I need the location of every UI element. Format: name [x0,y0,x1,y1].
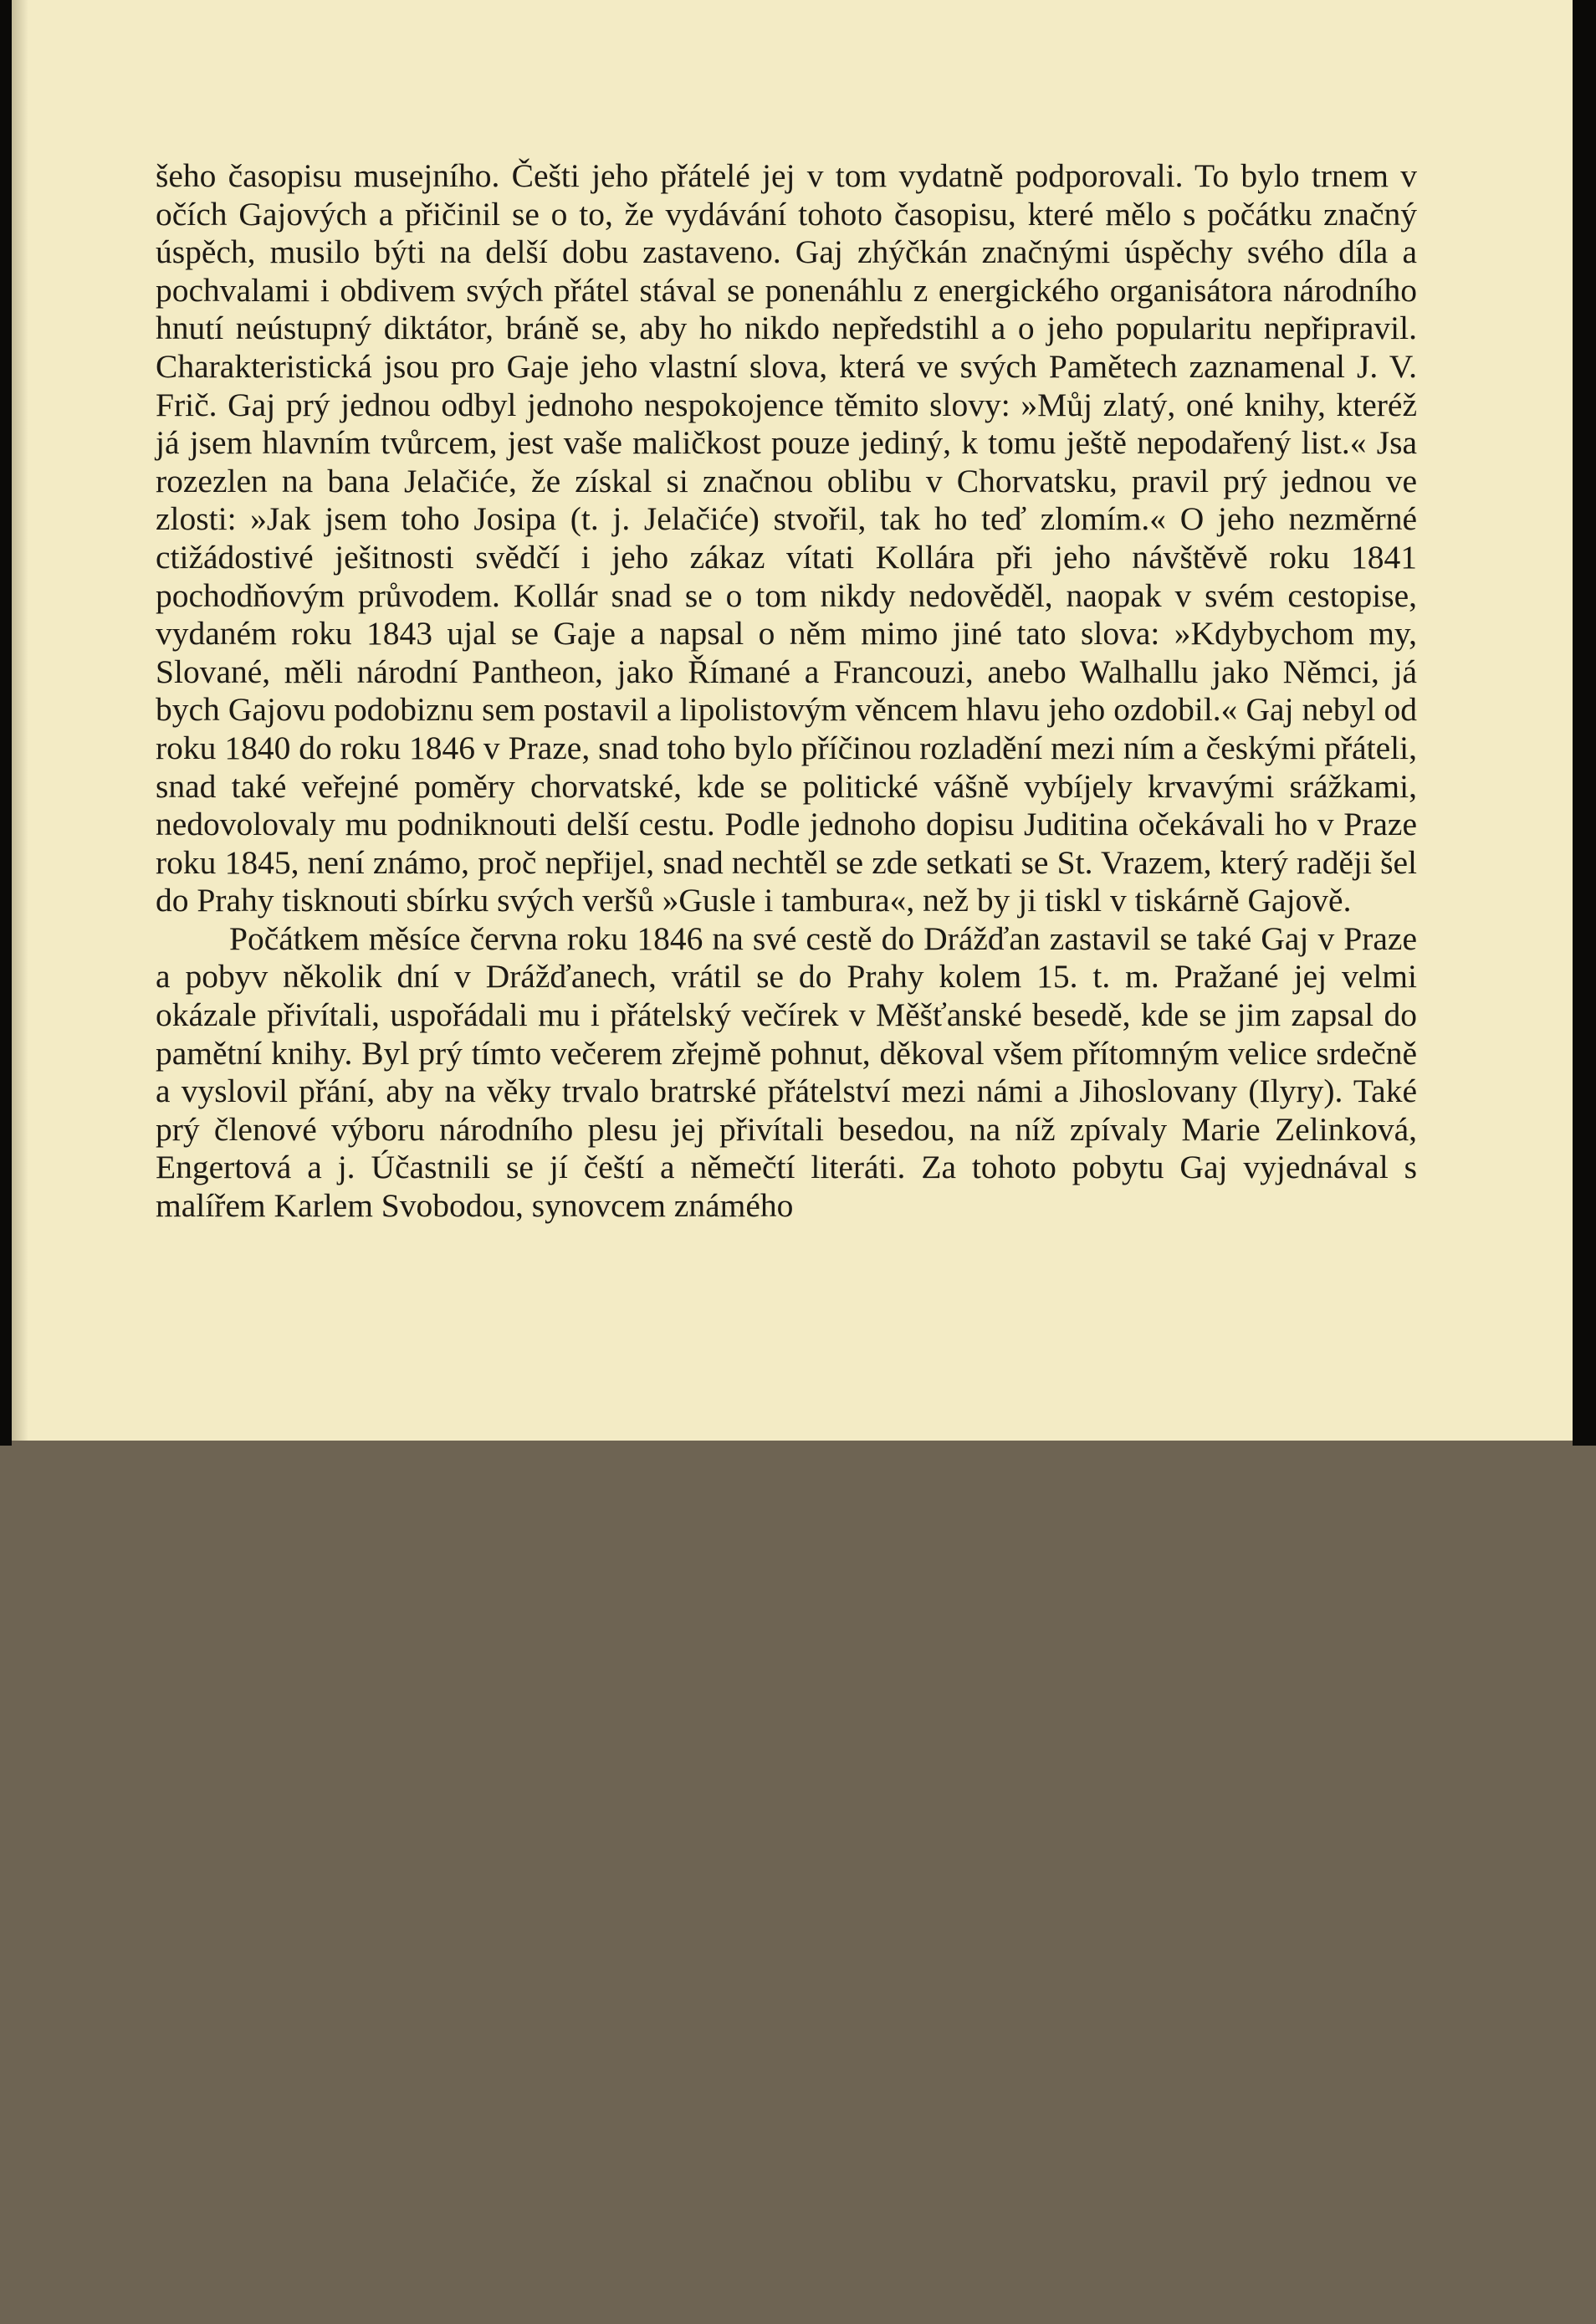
book-page [12,0,1573,1446]
scan-left-edge [0,0,12,1446]
scan-right-edge [1573,0,1596,1446]
page-gutter-shadow [12,0,28,1446]
paragraph-2: Počátkem měsíce června roku 1846 na své cestě do Drážďan zastavil se také Gaj v Praze a pobyv několik dní v Drážďanech, vrátil se do Prahy kolem 15. t. m. Pražané jej velmi okázale přivítali, uspořádali mu i přátelský večírek v Měšťanské besedě, kde se jim zapsal do pamětní knihy. Byl prý tímto večerem zřejmě pohnut, děkoval všem přítomným velice srdečně a vyslovil přání, aby na věky trvalo bratrské přátelství mezi námi a Jihoslovany (Ilyry). Také prý členové výboru národního plesu jej přivítali besedou, na níž zpívaly Marie Zelinková, Engertová a j. Účastnili se jí čeští a němečtí literáti. Za tohoto pobytu Gaj vyjednával s malířem Karlem Svobodou, synovcem známého [156,919,1417,1225]
page-cut-edge [12,1441,1573,1446]
paragraph-1: šeho časopisu musejního. Češti jeho přátelé jej v tom vydatně podporovali. To bylo trnem v očích Gajových a přičinil se o to, že vydávání tohoto časopisu, které mělo s počátku značný úspěch, musilo býti na delší dobu zastaveno. Gaj zhýčkán značnými úspěchy svého díla a pochvalami i obdivem svých přátel stával se ponenáhlu z energického organisátora národního hnutí neústupný diktátor, bráně se, aby ho nikdo nepředstihl a o jeho popularitu nepřipravil. Charakteristická jsou pro Gaje jeho vlastní slova, která ve svých Pamětech zaznamenal J. V. Frič. Gaj prý jednou odbyl jednoho nespokojence těmito slovy: »Můj zlatý, oné knihy, kteréž já jsem hlavním tvůrcem, jest vaše maličkost pouze jediný, k tomu ještě nepodařený list.« Jsa rozezlen na bana Jelačiće, že získal si značnou oblibu v Chorvatsku, pravil prý jednou ve zlosti: »Jak jsem toho Josipa (t. j. Jelačiće) stvořil, tak ho teď zlomím.« O jeho nezměrné ctižádostivé ješitnosti svědčí i jeho zákaz vítati Kollára při jeho návštěvě roku 1841 pochodňovým průvodem. Kollár snad se o tom nikdy nedověděl, naopak v svém cestopise, vydaném roku 1843 ujal se Gaje a napsal o něm mimo jiné tato slova: »Kdybychom my, Slované, měli národní Pantheon, jako Římané a Francouzi, anebo Walhallu jako Němci, já bych Gajovu podobiznu sem postavil a lipolistovým věncem hlavu jeho ozdobil.« Gaj nebyl od roku 1840 do roku 1846 v Praze, snad toho bylo příčinou rozladění mezi ním a českými přáteli, snad také veřejné poměry chorvatské, kde se politické vášně vybíjely krvavými srážkami, nedovolovaly mu podniknouti delší cestu. Podle jednoho dopisu Juditina očekávali ho v Praze roku 1845, není známo, proč nepřijel, snad nechtěl se zde setkati se St. Vrazem, který raději šel do Prahy tisknouti sbírku svých veršů »Gusle i tambura«, než by ji tiskl v tiskárně Gajově. [156,157,1417,919]
body-text [156,157,1417,1226]
